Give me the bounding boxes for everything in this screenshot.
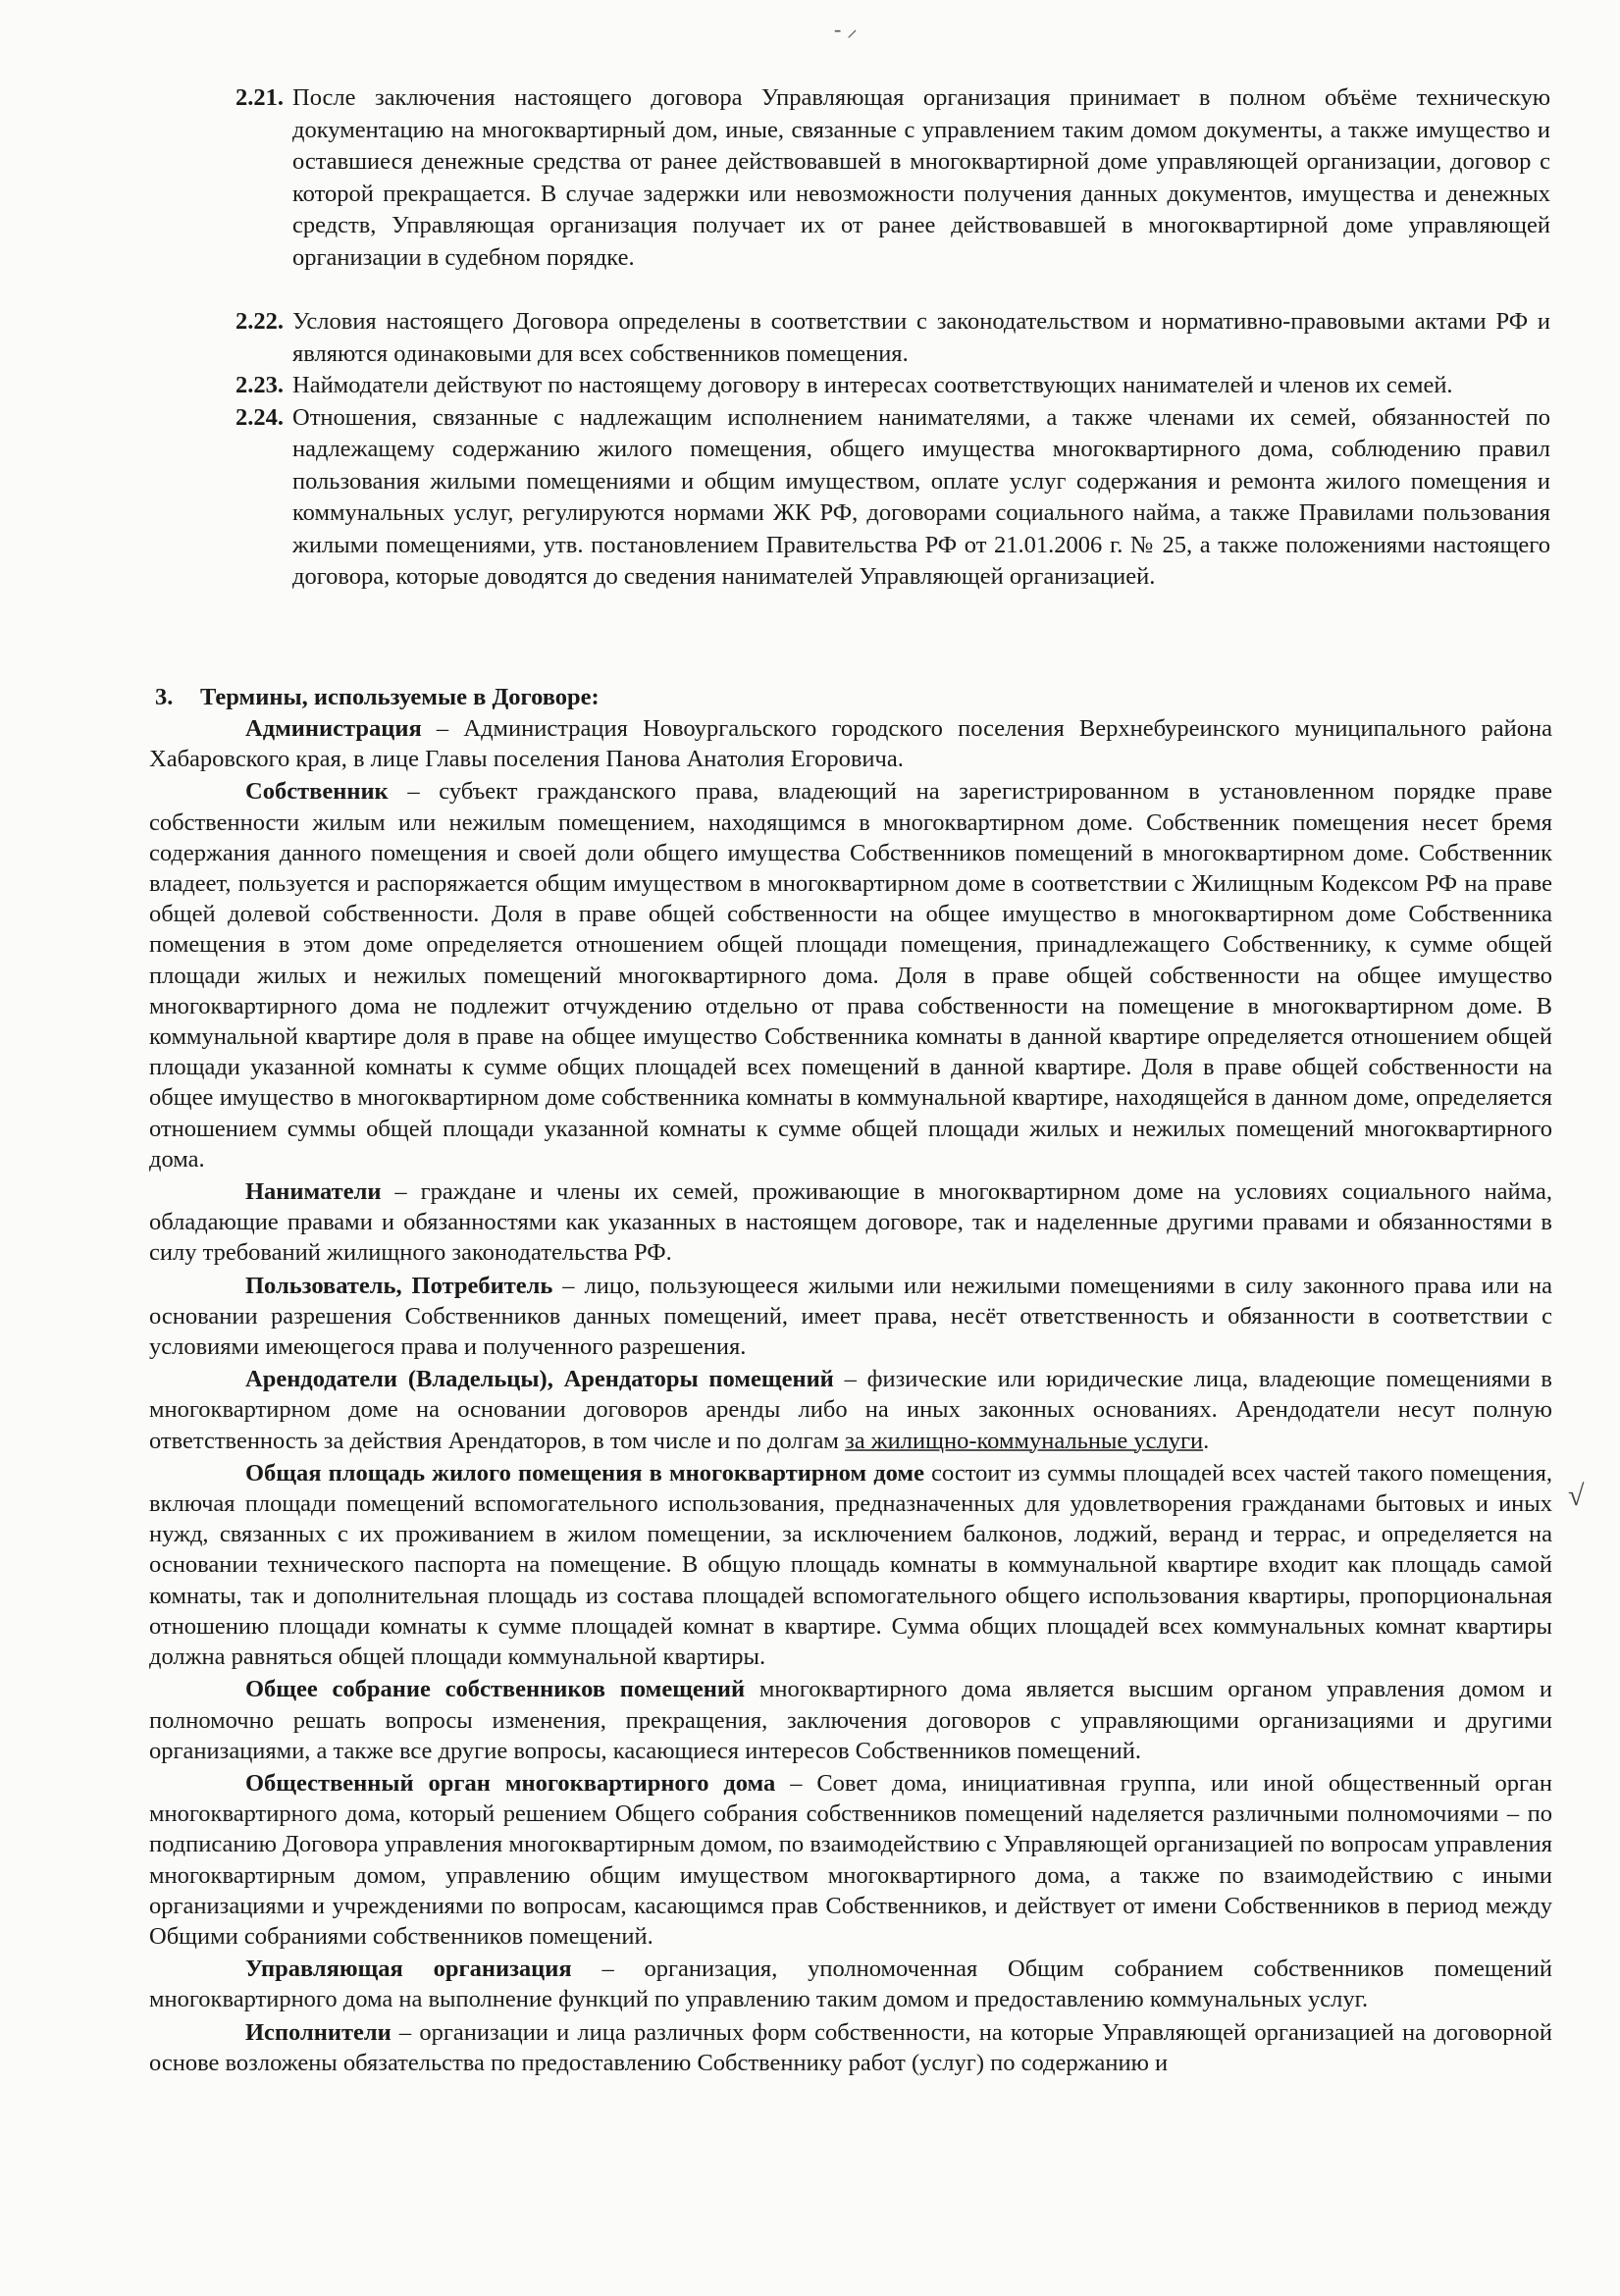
clauses-list [235, 82, 1550, 594]
term-definition: – организации и лица различных форм собственности, на которые Управляющей организацией на договорной основе возложены обязательства по предоставлению Собственнику работ (услуг) по содержанию и [149, 2018, 1552, 2076]
term-administration [149, 713, 1552, 774]
clause-2-24 [235, 402, 1550, 594]
clause-2-23 [235, 370, 1550, 402]
term-definition: – Администрация Новоургальского городского поселения Верхнебуреинского муниципального района Хабаровского края, в лице Главы поселения Панова Анатолия Егоровича. [149, 715, 1552, 773]
term-name: Арендодатели (Владельцы), Арендаторы помещений [245, 1366, 834, 1393]
term-name: Общественный орган многоквартирного дома [245, 1769, 776, 1797]
clause-text: Условия настоящего Договора определены в соответствии с законодательством и нормативно-правовыми актами РФ и являются одинаковыми для всех собственников помещения. [292, 308, 1550, 367]
term-definition: – Совет дома, инициативная группа, или иной общественный орган многоквартирного дома, который решением Общего собрания собственников помещений наделяется различными полномочиями – по подписанию Договора управления многоквартирным домом, по взаимодействию с Управляющей организацией по вопросам управления многоквартирным домом, управлению общим имуществом многоквартирного дома, а также по взаимодействию с иными организациями и учреждениями по вопросам, касающимся прав Собственников, и действует от имени Собственников в период между Общими собраниями собственников помещений. [149, 1769, 1552, 1950]
term-general-meeting [149, 1674, 1552, 1766]
term-tenants [149, 1176, 1552, 1269]
section-heading [155, 682, 600, 713]
term-definition: состоит из суммы площадей всех частей такого помещения, включая площади помещений вспомогательного использования, предназначенных для удовлетворения гражданами бытовых и иных нужд, связанных с их проживанием в жилом помещении, за исключением балконов, лоджий, веранд и террас, и определяется на основании технического паспорта на помещение. В общую площадь комнаты в коммунальной квартире входит как площадь самой комнаты, так и дополнительная площадь из состава площадей вспомогательного общего использования квартиры, пропорциональная отношению площади комнаты к сумме площадей комнат в квартире. Сумма общих площадей всех коммунальных комнат квартиры должна равняться общей площади коммунальной квартиры. [149, 1459, 1552, 1671]
term-definition-tail: . [1203, 1427, 1210, 1454]
clause-2-22 [235, 306, 1550, 370]
term-definition: – граждане и члены их семей, проживающие в многоквартирном доме на условиях социального найма, обладающие правами и обязанностями как указанных в настоящем договоре, так и наделенные другими правами и обязанностями в силу требований жилищного законодательства РФ. [149, 1178, 1552, 1267]
terms-list [149, 713, 1552, 2080]
term-definition: – организация, уполномоченная Общим собранием собственников помещений многоквартирного дома на выполнение функций по управлению таким домом и предоставлению коммунальных услуг. [149, 1956, 1552, 2013]
term-name: Исполнители [245, 2018, 392, 2046]
clause-2-21 [235, 82, 1550, 274]
handwritten-underline-text: за жилищно-коммунальные услуги [845, 1427, 1204, 1454]
term-owner [149, 776, 1552, 1174]
term-name: Пользователь, Потребитель [245, 1272, 553, 1299]
term-name: Общее собрание собственников помещений [245, 1676, 746, 1703]
clause-text: После заключения настоящего договора Управляющая организация принимает в полном объёме техническую документацию на многоквартирный дом, иные, связанные с управлением таким домом документы, а также имущество и оставшиеся денежные средства от ранее действовавшей в многоквартирной доме управляющей организации, договор с которой прекращается. В случае задержки или невозможности получения данных документов, имущества и денежных средств, Управляющая организация получает их от ранее действовавшей в многоквартирной доме управляющей организации в судебном порядке. [292, 84, 1550, 271]
term-contractors [149, 2017, 1552, 2078]
term-definition: – физические или юридические лица, владеющие помещениями в многоквартирном доме на основании договоров аренды либо на иных законных основаниях. Арендодатели несут полную ответственность за действия Арендаторов, в том числе и по долгам [149, 1366, 1552, 1454]
term-definition: – субъект гражданского права, владеющий на зарегистрированном в установленном порядке праве собственности жилым или нежилым помещением, находящимся в многоквартирном доме. Собственник помещения несет бремя содержания данного помещения и своей доли общего имущества Собственников помещений в многоквартирном доме. Собственник владеет, пользуется и распоряжается общим имуществом в многоквартирном доме в соответствии с Жилищным Кодексом РФ на праве общей долевой собственности. Доля в праве общей собственности на общее имущество в многоквартирном доме Собственника помещения в этом доме определяется отношением общей площади помещения, принадлежащего Собственнику, к сумме общей площади жилых и нежилых помещений многоквартирного дома. Доля в праве общей собственности на общее имущество многоквартирного дома не подлежит отчуждению отдельно от права собственности на помещение в многоквартирном доме. В коммунальной квартире доля в праве на общее имущество Собственника комнаты в данной квартире определяется отношением общей площади указанной комнаты к сумме общих площадей всех помещений в данной квартире. Доля в праве общей собственности на общее имущество в многоквартирном доме собственника комнаты в коммунальной квартире, находящейся в данном доме, определяется отношением суммы общей площади указанной комнаты к сумме общей площади жилых и нежилых помещений многоквартирного дома. [149, 778, 1552, 1173]
term-lessors [149, 1364, 1552, 1456]
handwritten-check-mark: √ [1568, 1480, 1585, 1512]
clause-number: 2.22. [235, 308, 284, 335]
clause-number: 2.21. [235, 84, 284, 111]
section-title: Термины, используемые в Договоре: [200, 684, 600, 710]
section-number: 3. [155, 684, 174, 710]
term-name: Собственник [245, 778, 389, 806]
term-definition: – лицо, пользующееся жилыми или нежилыми помещениями в силу законного права или на основании разрешения Собственников данных помещений, имеет права, несёт ответственность и обязанности в соответствии с условиями имеющегося права и полученного разрешения. [149, 1272, 1552, 1361]
term-public-body [149, 1768, 1552, 1952]
top-scan-mark: - ⸝ [834, 17, 858, 41]
term-name: Общая площадь жилого помещения в многоквартирном доме [245, 1459, 924, 1487]
clause-number: 2.23. [235, 372, 284, 398]
term-management-company [149, 1954, 1552, 2014]
term-name: Наниматели [245, 1178, 382, 1206]
clause-number: 2.24. [235, 403, 284, 431]
clause-text: Наймодатели действуют по настоящему договору в интересах соответствующих нанимателей и членов их семей. [292, 372, 1453, 398]
clause-text: Отношения, связанные с надлежащим исполнением нанимателями, а также членами их семей, обязанностей по надлежащему содержанию жилого помещения, общего имущества многоквартирного дома, соблюдению правил пользования жилыми помещениями и общим имуществом, оплате услуг содержания и ремонта жилого помещения и коммунальных услуг, регулируются нормами ЖК РФ, договорами социального найма, а также Правилами пользования жилыми помещениями, утв. постановлением Правительства РФ от 21.01.2006 г. № 25, а также положениями настоящего договора, которые доводятся до сведения нанимателей Управляющей организацией. [292, 403, 1550, 590]
term-user-consumer [149, 1271, 1552, 1363]
term-name: Администрация [245, 715, 422, 742]
term-name: Управляющая организация [245, 1956, 572, 1983]
term-definition: многоквартирного дома является высшим органом управления домом и полномочно решать вопросы изменения, прекращения, заключения договоров с управляющими организациями и другими организациями, а также все другие вопросы, касающиеся интересов Собственников помещений. [149, 1676, 1552, 1764]
term-total-area [149, 1458, 1552, 1672]
